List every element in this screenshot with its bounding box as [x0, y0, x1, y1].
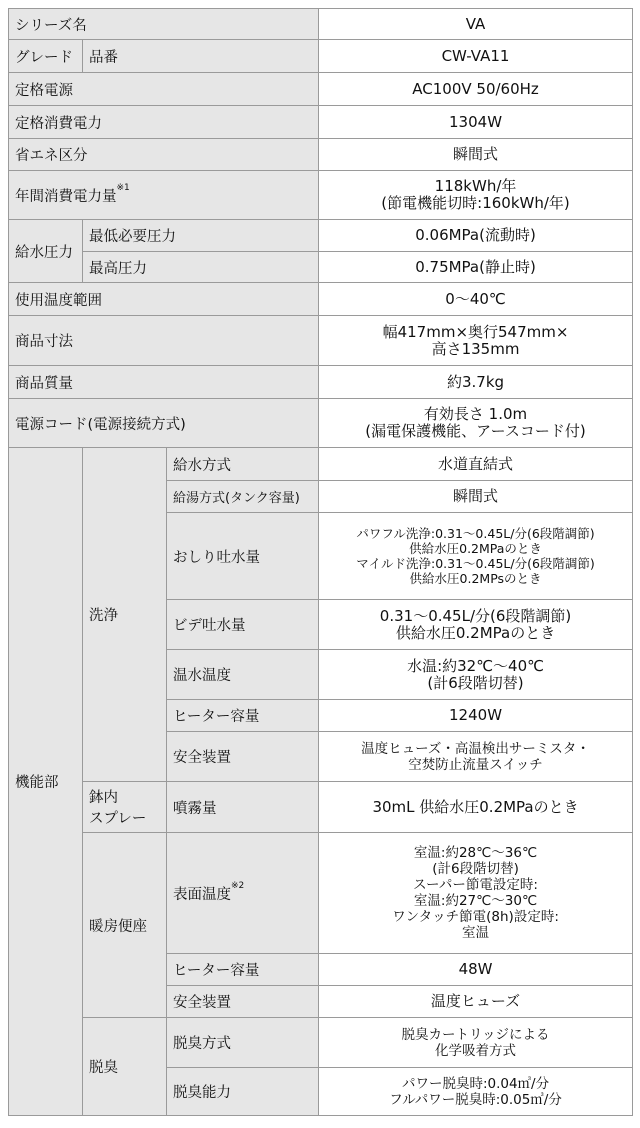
wash-safety-line: 温度ヒューズ・高温検出サーミスタ・ — [361, 740, 590, 757]
temp-range-label: 使用温度範囲 — [9, 283, 319, 316]
power-cord-value — [319, 399, 633, 448]
row-dimensions — [9, 316, 633, 366]
water-temp-line: (計6段階切替) — [427, 673, 524, 692]
weight-value: 約3.7kg — [319, 366, 633, 399]
heated-seat-label: 暖房便座 — [83, 833, 167, 1018]
deodorize-method-line: 化学吸着方式 — [435, 1042, 517, 1059]
seat-heater-value: 48W — [319, 954, 633, 986]
seat-heater-label: ヒーター容量 — [167, 954, 319, 986]
weight-label: 商品質量 — [9, 366, 319, 399]
rear-flow-line: マイルド洗浄:0.31〜0.45L/分(6段階調節) — [356, 556, 595, 571]
rear-flow-line: パワフル洗浄:0.31〜0.45L/分(6段階調節) — [356, 526, 595, 541]
rear-flow-line: 供給水圧0.2MPaのとき — [409, 541, 542, 556]
annual-power-label — [9, 171, 319, 220]
bidet-flow-label: ビデ吐水量 — [167, 600, 319, 650]
min-pressure-value: 0.06MPa(流動時) — [319, 220, 633, 252]
surface-temp-label-text: 表面温度 — [173, 886, 231, 903]
deodorize-capacity-label: 脱臭能力 — [167, 1068, 319, 1116]
dimensions-label: 商品寸法 — [9, 316, 319, 366]
max-pressure-value: 0.75MPa(静止時) — [319, 252, 633, 283]
surface-temp-line: スーパー節電設定時: — [413, 877, 538, 893]
annual-power-note: ※1 — [116, 182, 130, 193]
surface-temp-line: 室温 — [462, 925, 490, 941]
row-annual-power — [9, 171, 633, 220]
row-deodorize-method — [9, 1018, 633, 1068]
energy-class-value: 瞬間式 — [319, 139, 633, 171]
power-cord-value-line: 有効長さ 1.0m — [423, 405, 528, 423]
wash-safety-value — [319, 732, 633, 782]
bidet-flow-value — [319, 600, 633, 650]
water-temp-label: 温水温度 — [167, 650, 319, 700]
model-number-label: 品番 — [83, 40, 319, 73]
deodorize-method-line: 脱臭カートリッジによる — [401, 1026, 550, 1043]
model-number-value: CW-VA11 — [319, 40, 633, 73]
annual-power-value-line: (節電機能切時:160kWh/年) — [381, 194, 570, 212]
seat-safety-value: 温度ヒューズ — [319, 986, 633, 1018]
hot-water-method-label: 給湯方式(タンク容量) — [167, 481, 319, 513]
surface-temp-line: 室温:約28℃〜36℃ — [413, 845, 538, 861]
power-cord-label: 電源コード(電源接続方式) — [9, 399, 319, 448]
rear-flow-line: 供給水圧0.2MPsのとき — [409, 571, 542, 586]
surface-temp-line: 室温:約27℃〜30℃ — [413, 893, 538, 909]
surface-temp-line: (計6段階切替) — [432, 861, 519, 877]
power-consumption-label: 定格消費電力 — [9, 106, 319, 139]
bowl-spray-label — [83, 782, 167, 833]
temp-range-value: 0〜40℃ — [319, 283, 633, 316]
wash-safety-label: 安全装置 — [167, 732, 319, 782]
bidet-flow-line: 0.31〜0.45L/分(6段階調節) — [379, 606, 572, 625]
mist-value: 30mL 供給水圧0.2MPaのとき — [319, 782, 633, 833]
power-cord-value-line: (漏電保護機能、アースコード付) — [365, 422, 586, 440]
deodorize-label: 脱臭 — [83, 1018, 167, 1116]
power-source-value: AC100V 50/60Hz — [319, 73, 633, 106]
dimensions-value — [319, 316, 633, 366]
hot-water-method-value: 瞬間式 — [319, 481, 633, 513]
row-model — [9, 40, 633, 73]
bowl-spray-label-line: スプレー — [89, 811, 147, 827]
energy-class-label: 省エネ区分 — [9, 139, 319, 171]
grade-label: グレード — [9, 40, 83, 73]
spec-table — [8, 8, 633, 1116]
supply-method-value: 水道直結式 — [319, 448, 633, 481]
rear-flow-label: おしり吐水量 — [167, 513, 319, 600]
dimensions-value-line: 高さ135mm — [431, 339, 520, 358]
row-power-cord — [9, 399, 633, 448]
mist-label: 噴霧量 — [167, 782, 319, 833]
bidet-flow-line: 供給水圧0.2MPaのとき — [395, 623, 556, 642]
row-series — [9, 9, 633, 40]
supply-method-label: 給水方式 — [167, 448, 319, 481]
spec-table-container — [8, 8, 632, 1128]
function-section-label: 機能部 — [9, 448, 83, 1116]
dimensions-value-line: 幅417mm×奥行547mm× — [382, 322, 569, 341]
row-max-pressure — [9, 252, 633, 283]
rear-flow-value — [319, 513, 633, 600]
row-power-consumption — [9, 106, 633, 139]
wash-heater-value: 1240W — [319, 700, 633, 732]
row-surface-temp — [9, 833, 633, 954]
row-energy-class — [9, 139, 633, 171]
surface-temp-line: ワンタッチ節電(8h)設定時: — [392, 909, 559, 925]
wash-safety-line: 空焚防止流量スイッチ — [408, 756, 543, 773]
surface-temp-label — [167, 833, 319, 954]
seat-safety-label: 安全装置 — [167, 986, 319, 1018]
bowl-spray-label-line: 鉢内 — [89, 790, 118, 806]
annual-power-value-line: 118kWh/年 — [434, 177, 517, 195]
annual-power-label-text: 年間消費電力量 — [15, 188, 117, 205]
power-source-label: 定格電源 — [9, 73, 319, 106]
water-temp-value — [319, 650, 633, 700]
deodorize-capacity-line: フルパワー脱臭時:0.05㎥/分 — [389, 1091, 562, 1108]
row-min-pressure — [9, 220, 633, 252]
row-supply-method — [9, 448, 633, 481]
min-pressure-label: 最低必要圧力 — [83, 220, 319, 252]
surface-temp-value — [319, 833, 633, 954]
deodorize-capacity-line: パワー脱臭時:0.04㎥/分 — [401, 1075, 550, 1092]
series-value: VA — [319, 9, 633, 40]
water-temp-line: 水温:約32℃〜40℃ — [407, 656, 544, 675]
deodorize-method-value — [319, 1018, 633, 1068]
annual-power-value — [319, 171, 633, 220]
row-weight — [9, 366, 633, 399]
wash-heater-label: ヒーター容量 — [167, 700, 319, 732]
series-label: シリーズ名 — [9, 9, 319, 40]
surface-temp-note: ※2 — [231, 880, 245, 891]
row-temp-range — [9, 283, 633, 316]
wash-label: 洗浄 — [83, 448, 167, 782]
row-power-source — [9, 73, 633, 106]
row-bowl-spray — [9, 782, 633, 833]
max-pressure-label: 最高圧力 — [83, 252, 319, 283]
deodorize-method-label: 脱臭方式 — [167, 1018, 319, 1068]
water-pressure-label: 給水圧力 — [9, 220, 83, 283]
deodorize-capacity-value — [319, 1068, 633, 1116]
power-consumption-value: 1304W — [319, 106, 633, 139]
